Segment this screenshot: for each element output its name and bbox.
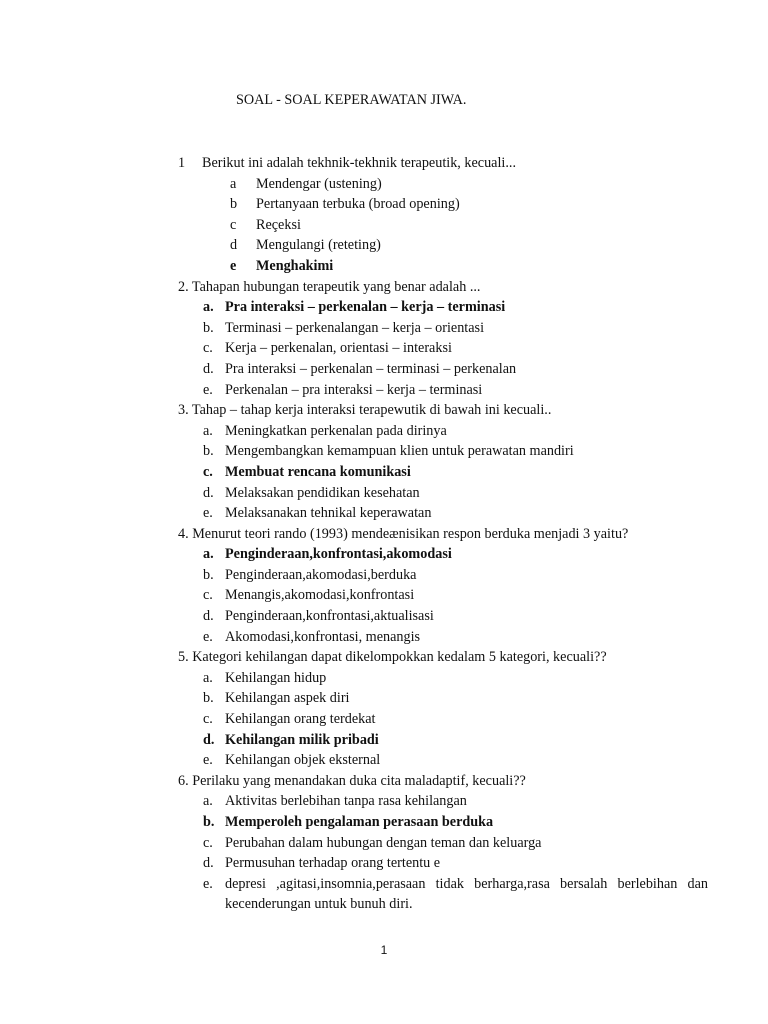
- option-letter: d.: [203, 855, 214, 872]
- question-4: 4. Menurut teori rando (1993) mendeænisikan respon berduka menjadi 3 yaitu?: [178, 525, 629, 542]
- option-text: Penginderaan,akomodasi,berduka: [225, 566, 417, 583]
- option-letter: b.: [203, 690, 214, 707]
- question-1: [178, 153, 708, 174]
- option-letter: c.: [203, 711, 213, 728]
- option-4a-answer: [178, 544, 708, 565]
- option-text: Akomodasi,konfrontasi, menangis: [225, 628, 421, 645]
- option-1b: [178, 194, 708, 215]
- option-1d: [178, 235, 708, 256]
- option-text: Perubahan dalam hubungan dengan teman dan keluarga: [225, 834, 542, 851]
- option-text: Memperoleh pengalaman perasaan berduka: [225, 814, 494, 830]
- question-2: 2. Tahapan hubungan terapeutik yang benar adalah ...: [178, 278, 481, 295]
- option-text: Aktivitas berlebihan tanpa rasa kehilangan: [225, 793, 467, 810]
- option-4e: [178, 627, 708, 648]
- option-letter: d.: [203, 360, 214, 377]
- option-text: Mendengar (ustening): [256, 175, 382, 192]
- option-2b: [178, 318, 708, 339]
- option-letter: c.: [203, 463, 213, 480]
- option-text: Kehilangan aspek diri: [225, 690, 350, 707]
- option-text: Kehilangan hidup: [225, 669, 327, 686]
- option-letter: a.: [203, 546, 214, 563]
- option-2d: [178, 359, 708, 380]
- option-letter: a.: [203, 793, 213, 810]
- option-3d: [178, 483, 708, 504]
- option-6a: [178, 791, 708, 812]
- question-5: 5. Kategori kehilangan dapat dikelompokkan kedalam 5 kategori, kecuali??: [178, 649, 607, 666]
- option-3c-answer: [178, 462, 708, 483]
- option-1c: [178, 215, 708, 236]
- option-text: Terminasi – perkenalangan – kerja – orientasi: [225, 319, 485, 336]
- option-text: Meningkatkan perkenalan pada dirinya: [225, 422, 447, 439]
- option-text: Kerja – perkenalan, orientasi – interaksi: [225, 340, 452, 357]
- option-6b-answer: [178, 812, 708, 833]
- page-title: SOAL - SOAL KEPERAWATAN JIWA.: [236, 92, 467, 108]
- option-text: Reçeksi: [256, 216, 301, 233]
- option-letter: e.: [203, 752, 213, 769]
- option-letter: c.: [203, 834, 213, 851]
- option-2e: [178, 380, 708, 401]
- option-3e: [178, 503, 708, 524]
- option-text: Kehilangan orang terdekat: [225, 711, 376, 728]
- question-3: 3. Tahap – tahap kerja interaksi terapewutik di bawah ini kecuali..: [178, 402, 552, 419]
- option-3a: [178, 421, 708, 442]
- option-letter: e.: [203, 875, 213, 892]
- option-5a: [178, 668, 708, 689]
- option-text: Kehilangan objek eksternal: [225, 752, 381, 769]
- option-text: Penginderaan,konfrontasi,aktualisasi: [225, 608, 434, 625]
- option-letter: d.: [203, 484, 214, 501]
- option-letter: e: [230, 257, 237, 274]
- option-text: Pra interaksi – perkenalan – terminasi – perkenalan: [225, 360, 517, 377]
- option-letter: b: [230, 196, 238, 213]
- option-text: Permusuhan terhadap orang tertentu e: [225, 855, 441, 872]
- option-6d: [178, 853, 708, 874]
- option-letter: b.: [203, 814, 215, 830]
- option-6c: [178, 833, 708, 854]
- question-6: 6. Perilaku yang menandakan duka cita maladaptif, kecuali??: [178, 772, 526, 789]
- option-letter: d.: [203, 731, 215, 748]
- option-text: Melaksanakan tehnikal keperawatan: [225, 505, 432, 522]
- question-number: 1: [178, 155, 186, 171]
- option-5c: [178, 709, 708, 730]
- option-5d-answer: [178, 730, 708, 751]
- option-4b: [178, 565, 708, 586]
- option-letter: d: [230, 237, 238, 254]
- option-text: Melaksakan pendidikan kesehatan: [225, 484, 420, 501]
- question-list: [178, 153, 708, 915]
- option-4c: [178, 585, 708, 606]
- option-text: depresi ,agitasi,insomnia,perasaan tidak berharga,rasa bersalah berlebihan dan kecenderungan untuk bunuh diri.: [225, 875, 708, 913]
- option-text: Perkenalan – pra interaksi – kerja – terminasi: [225, 381, 483, 398]
- option-4d: [178, 606, 708, 627]
- option-text: Mengembangkan kemampuan klien untuk perawatan mandiri: [225, 443, 574, 460]
- option-6e: [178, 874, 708, 915]
- option-letter: a: [230, 175, 237, 192]
- option-1e-answer: [178, 256, 708, 277]
- option-2a-answer: [178, 297, 708, 318]
- option-letter: a.: [203, 422, 213, 439]
- option-letter: e.: [203, 505, 213, 522]
- option-letter: e.: [203, 381, 213, 398]
- option-letter: c.: [203, 587, 213, 604]
- option-letter: b.: [203, 566, 214, 583]
- option-letter: a.: [203, 299, 214, 316]
- option-text: Pra interaksi – perkenalan – kerja – terminasi: [225, 299, 506, 316]
- option-text: Mengulangi (reteting): [256, 237, 381, 254]
- option-letter: c: [230, 216, 237, 233]
- option-letter: c.: [203, 340, 213, 357]
- option-5e: [178, 750, 708, 771]
- option-text: Membuat rencana komunikasi: [225, 463, 411, 480]
- option-1a: [178, 174, 708, 195]
- option-text: Penginderaan,konfrontasi,akomodasi: [225, 546, 452, 563]
- page-number: 1: [380, 943, 388, 957]
- option-5b: [178, 688, 708, 709]
- question-text: Berikut ini adalah tekhnik-tekhnik terapeutik, kecuali...: [202, 155, 516, 171]
- option-letter: b.: [203, 443, 214, 460]
- option-text: Menangis,akomodasi,konfrontasi: [225, 587, 415, 604]
- option-letter: d.: [203, 608, 214, 625]
- option-text: Kehilangan milik pribadi: [225, 731, 379, 748]
- option-text: Pertanyaan terbuka (broad opening): [256, 196, 460, 213]
- option-letter: e.: [203, 628, 213, 645]
- option-3b: [178, 441, 708, 462]
- option-2c: [178, 338, 708, 359]
- option-text: Menghakimi: [256, 257, 334, 274]
- option-letter: b.: [203, 319, 214, 336]
- option-letter: a.: [203, 669, 213, 686]
